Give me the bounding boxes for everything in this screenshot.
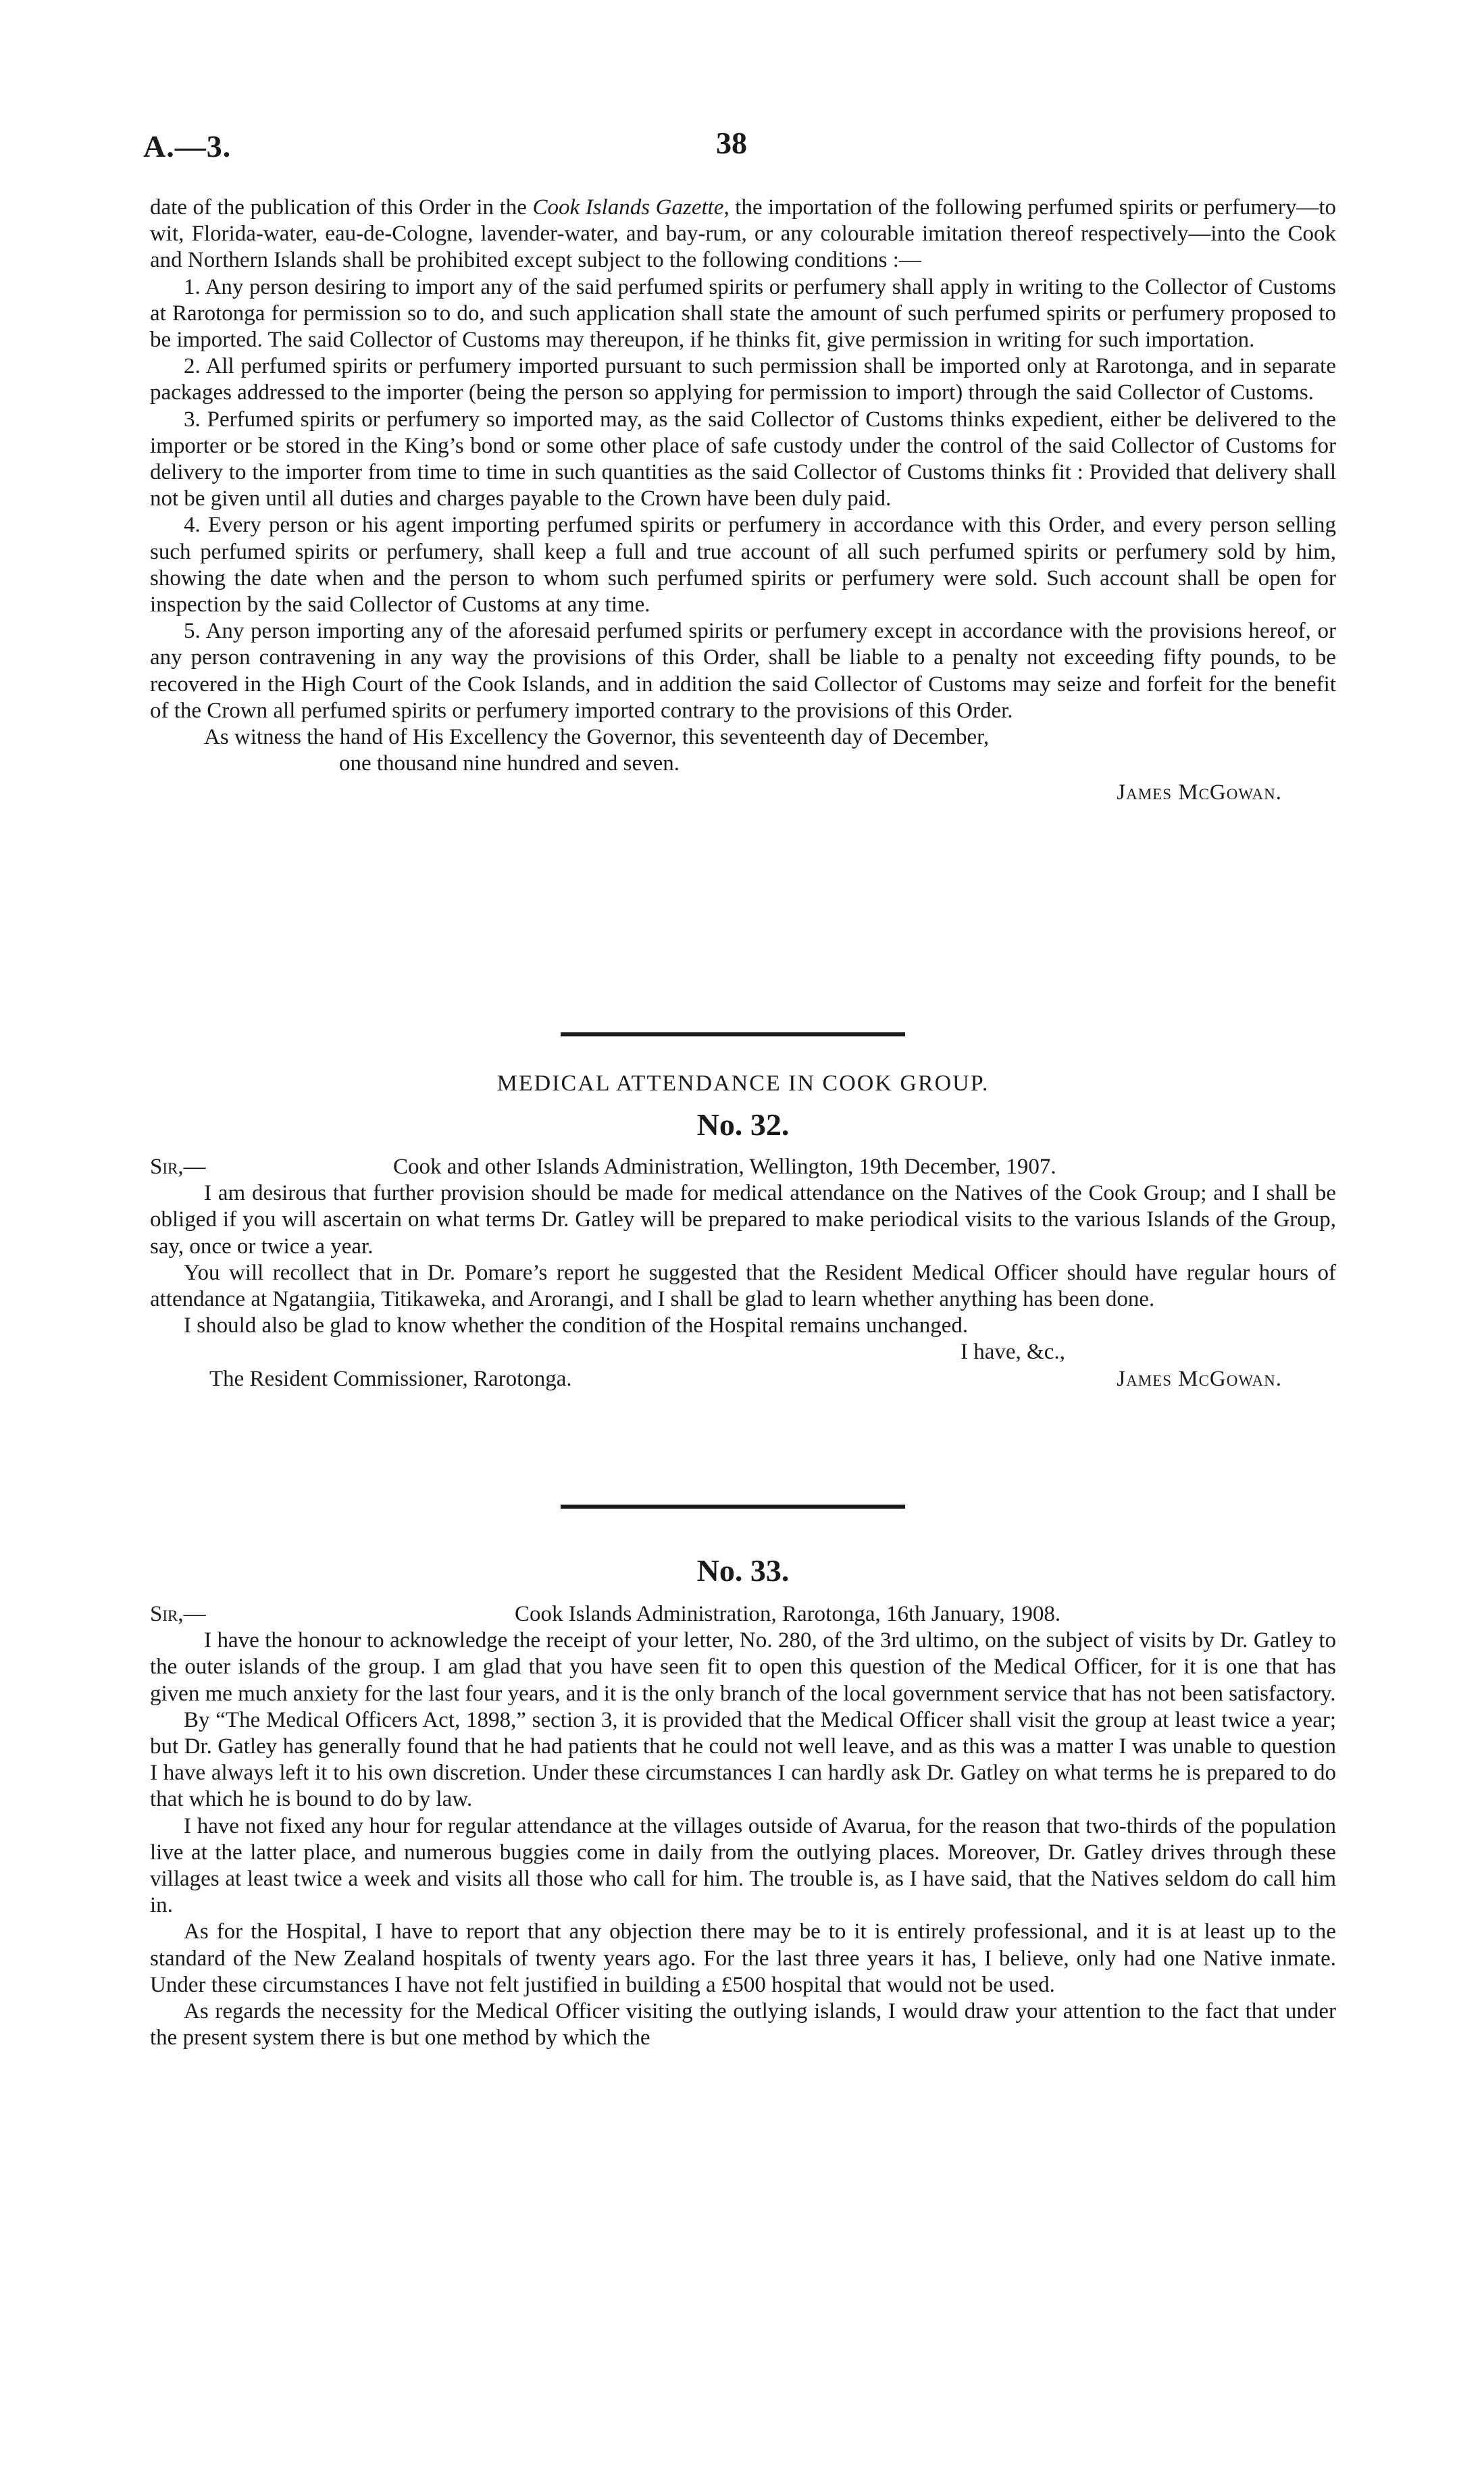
- letter-33-paragraph-1: I have the honour to acknowledge the receipt of your letter, No. 280, of the 3rd ultimo, on the subject of visits by Dr. Gatley to the outer islands of the group. I am glad that you have seen fit to open this question of the Medical Officer, for it is one that has given me much anxiety for the last four years, and it is the only branch of the local government service that has not been satisfactory.: [150, 1628, 1336, 1706]
- condition-3: 3. Perfumed spirits or perfumery so imported may, as the said Collector of Customs thinks expedient, either be delivered to the importer or be stored in the King’s bond or some other place of safe custody under the control of the said Collector of Customs for delivery to the importer from time to time in such quantities as the said Collector of Customs thinks fit : Provided that delivery shall not be given until all duties and charges payable to the Crown have been duly paid.: [150, 407, 1336, 511]
- condition-2: 2. All perfumed spirits or perfumery imported pursuant to such permission shall be imported only at Rarotonga, and in separate packages addressed to the importer (being the person so applying for permission to import) through the said Collector of Customs.: [150, 354, 1336, 405]
- letter-32: [150, 1154, 1336, 1392]
- condition-4: 4. Every person or his agent importing perfumed spirits or perfumery in accordance with this Order, and every person selling such perfumed spirits or perfumery, shall keep a full and true account of all such perfumed spirits or perfumery sold by him, showing the date when and the person to whom such perfumed spirits or perfumery were sold. Such account shall be open for inspection by the said Collector of Customs at any time.: [150, 513, 1336, 618]
- document-code: A.—3.: [143, 129, 232, 163]
- letter-33-address: Cook Islands Administration, Rarotonga, 16th January, 1908.: [515, 1602, 1061, 1626]
- condition-5: 5. Any person importing any of the aforesaid perfumed spirits or perfumery except in accordance with the provisions hereof, or any person contravening in any way the provisions of this Order, shall be liable to a penalty not exceeding fifty pounds, to be recovered in the High Court of the Cook Islands, and in addition the said Collector of Customs may seize and forfeit for the benefit of the Crown all perfumed spirits or perfumery imported contrary to the provisions of this Order.: [150, 619, 1336, 723]
- letter-32-footer: [150, 1366, 1336, 1392]
- letter-divider: [561, 1505, 905, 1509]
- letter-33-salutation: Sir,—: [150, 1602, 206, 1626]
- order-intro: date of the publication of this Order in the Cook Islands Gazette, the importation of the following perfumed spirits or perfumery—to wit, Florida-water, eau-de-Cologne, lavender-water, and bay-rum, or any colourable imitation thereof respectively—into the Cook and Northern Islands shall be prohibited except subject to the following conditions :—: [150, 195, 1336, 273]
- witness-line-1: As witness the hand of His Excellency the Governor, this seventeenth day of December,: [204, 725, 990, 750]
- letter-32-recipient: The Resident Commissioner, Rarotonga.: [209, 1366, 572, 1391]
- letter-33-paragraph-4: As for the Hospital, I have to report that any objection there may be to it is entirely professional, and it is at least up to the standard of the New Zealand hospitals of twenty years ago. For the last three years it has, I believe, only had one Native inmate. Under these circumstances I have not felt justified in building a £500 hospital that would not be used.: [150, 1919, 1336, 1997]
- letter-32-address: Cook and other Islands Administration, Wellington, 19th December, 1907.: [393, 1155, 1056, 1179]
- letter-32-closing: I have, &c.,: [961, 1340, 1065, 1365]
- letter-32-number: No. 32.: [696, 1107, 790, 1142]
- letter-32-paragraph-3: I should also be glad to know whether the condition of the Hospital remains unchanged.: [184, 1313, 969, 1338]
- letter-32-signature: James McGowan.: [1117, 1366, 1282, 1391]
- gazette-title: Cook Islands Gazette: [532, 195, 724, 220]
- page-number: 38: [716, 126, 747, 160]
- letter-33-header: [150, 1601, 1336, 1628]
- section-divider: [561, 1032, 905, 1036]
- letter-32-header: [150, 1154, 1336, 1180]
- witness-line-2: one thousand nine hundred and seven.: [339, 751, 680, 776]
- letter-33-paragraph-3: I have not fixed any hour for regular attendance at the villages outside of Avarua, for the reason that two-thirds of the population live at the latter place, and numerous buggies come in daily from the outlying places. Moreover, Dr. Gatley drives through these villages at least twice a week and visits all those who call for him. The trouble is, as I have said, that the Natives seldom do call him in.: [150, 1813, 1336, 1918]
- letter-33-paragraph-2: By “The Medical Officers Act, 1898,” section 3, it is provided that the Medical Officer shall visit the group at least twice a year; but Dr. Gatley has generally found that he had patients that he could not well leave, and as this was a matter I was unable to question I have always left it to his own discretion. Under these circumstances I can hardly ask Dr. Gatley on what terms he is prepared to do that which he is bound to do by law.: [150, 1707, 1336, 1812]
- order-text: [150, 195, 1336, 807]
- letter-32-salutation: Sir,—: [150, 1155, 206, 1179]
- section-heading: MEDICAL ATTENDANCE IN COOK GROUP.: [496, 1071, 990, 1096]
- condition-1: 1. Any person desiring to import any of the said perfumed spirits or perfumery shall apply in writing to the Collector of Customs at Rarotonga for permission so to do, and such application shall state the amount of such perfumed spirits or perfumery proposed to be imported. The said Collector of Customs may thereupon, if he thinks fit, give permission in writing for such importation.: [150, 274, 1336, 353]
- letter-33-number: No. 33.: [696, 1553, 790, 1588]
- order-signature: James McGowan.: [1117, 780, 1282, 805]
- letter-33: [150, 1601, 1336, 2051]
- letter-33-paragraph-5: As regards the necessity for the Medical Officer visiting the outlying islands, I would draw your attention to the fact that under the present system there is but one method by which the: [150, 1999, 1336, 2050]
- letter-32-paragraph-1: I am desirous that further provision should be made for medical attendance on the Natives of the Cook Group; and I shall be obliged if you will ascertain on what terms Dr. Gatley will be prepared to make periodical visits to the various Islands of the Group, say, once or twice a year.: [150, 1181, 1336, 1259]
- letter-32-paragraph-2: You will recollect that in Dr. Pomare’s report he suggested that the Resident Medical Officer should have regular hours of attendance at Ngatangiia, Titikaweka, and Arorangi, and I shall be glad to learn whether anything has been done.: [150, 1260, 1336, 1312]
